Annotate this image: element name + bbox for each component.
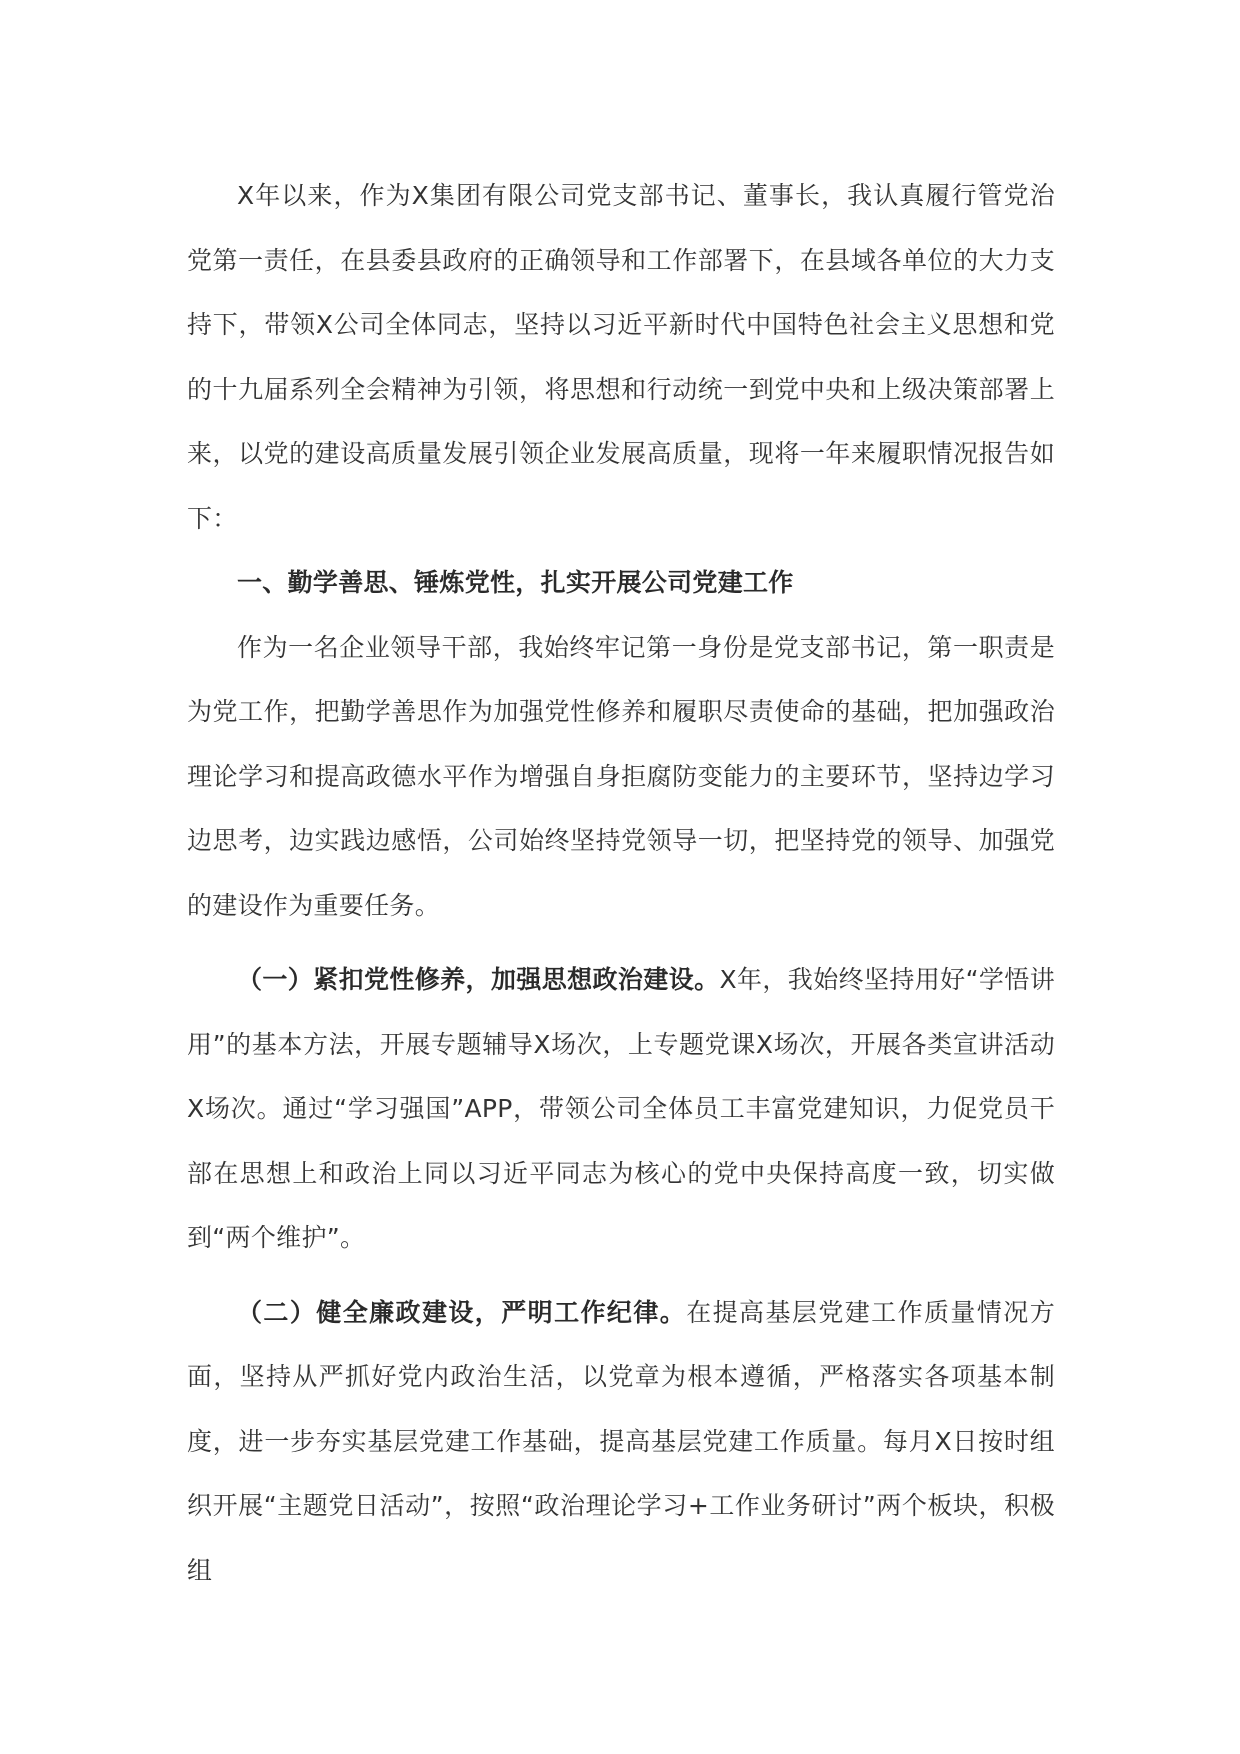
subsection-2-lead: （二）健全廉政建设，严明工作纪律。 — [237, 1297, 687, 1327]
document-page — [187, 164, 1055, 1603]
subsection-1-paragraph — [187, 948, 1055, 1271]
section-body-paragraph: 作为一名企业领导干部，我始终牢记第一身份是党支部书记，第一职责是为党工作，把勤学善思作为加强党性修养和履职尽责使命的基础，把加强政治理论学习和提高政德水平作为增强自身拒腐防变能力的主要环节，坚持边学习边思考，边实践边感悟，公司始终坚持党领导一切，把坚持党的领导、加强党的建设作为重要任务。 — [187, 632, 1055, 920]
intro-paragraph: X年以来，作为X集团有限公司党支部书记、董事长，我认真履行管党治党第一责任，在县委县政府的正确领导和工作部署下，在县域各单位的大力支持下，带领X公司全体同志，坚持以习近平新时代中国特色社会主义思想和党的十九届系列全会精神为引领，将思想和行动统一到党中央和上级决策部署上来，以党的建设高质量发展引领企业发展高质量，现将一年来履职情况报告如下： — [187, 181, 1055, 533]
subsection-1-lead: （一）紧扣党性修养，加强思想政治建设。 — [237, 965, 720, 994]
subsection-1-body: X年，我始终坚持用好“学悟讲用”的基本方法，开展专题辅导X场次，上专题党课X场次，开展各类宣讲活动X场次。通过“学习强国”APP，带领公司全体员工丰富党建知识，力促党员干部在思想上和政治上同以习近平同志为核心的党中央保持高度一致，切实做到“两个维护”。 — [187, 965, 1056, 1252]
subsection-2-paragraph — [187, 1281, 1055, 1604]
section-heading: 一、勤学善思、锤炼党性，扎实开展公司党建工作 — [237, 568, 794, 597]
subsection-2-body: 在提高基层党建工作质量情况方面，坚持从严抓好党内政治生活，以党章为根本遵循，严格落实各项基本制度，进一步夯实基层党建工作基础，提高基层党建工作质量。每月X日按时组织开展“主题党日活动”，按照“政治理论学习+工作业务研讨”两个板块，积极组 — [187, 1297, 1056, 1585]
